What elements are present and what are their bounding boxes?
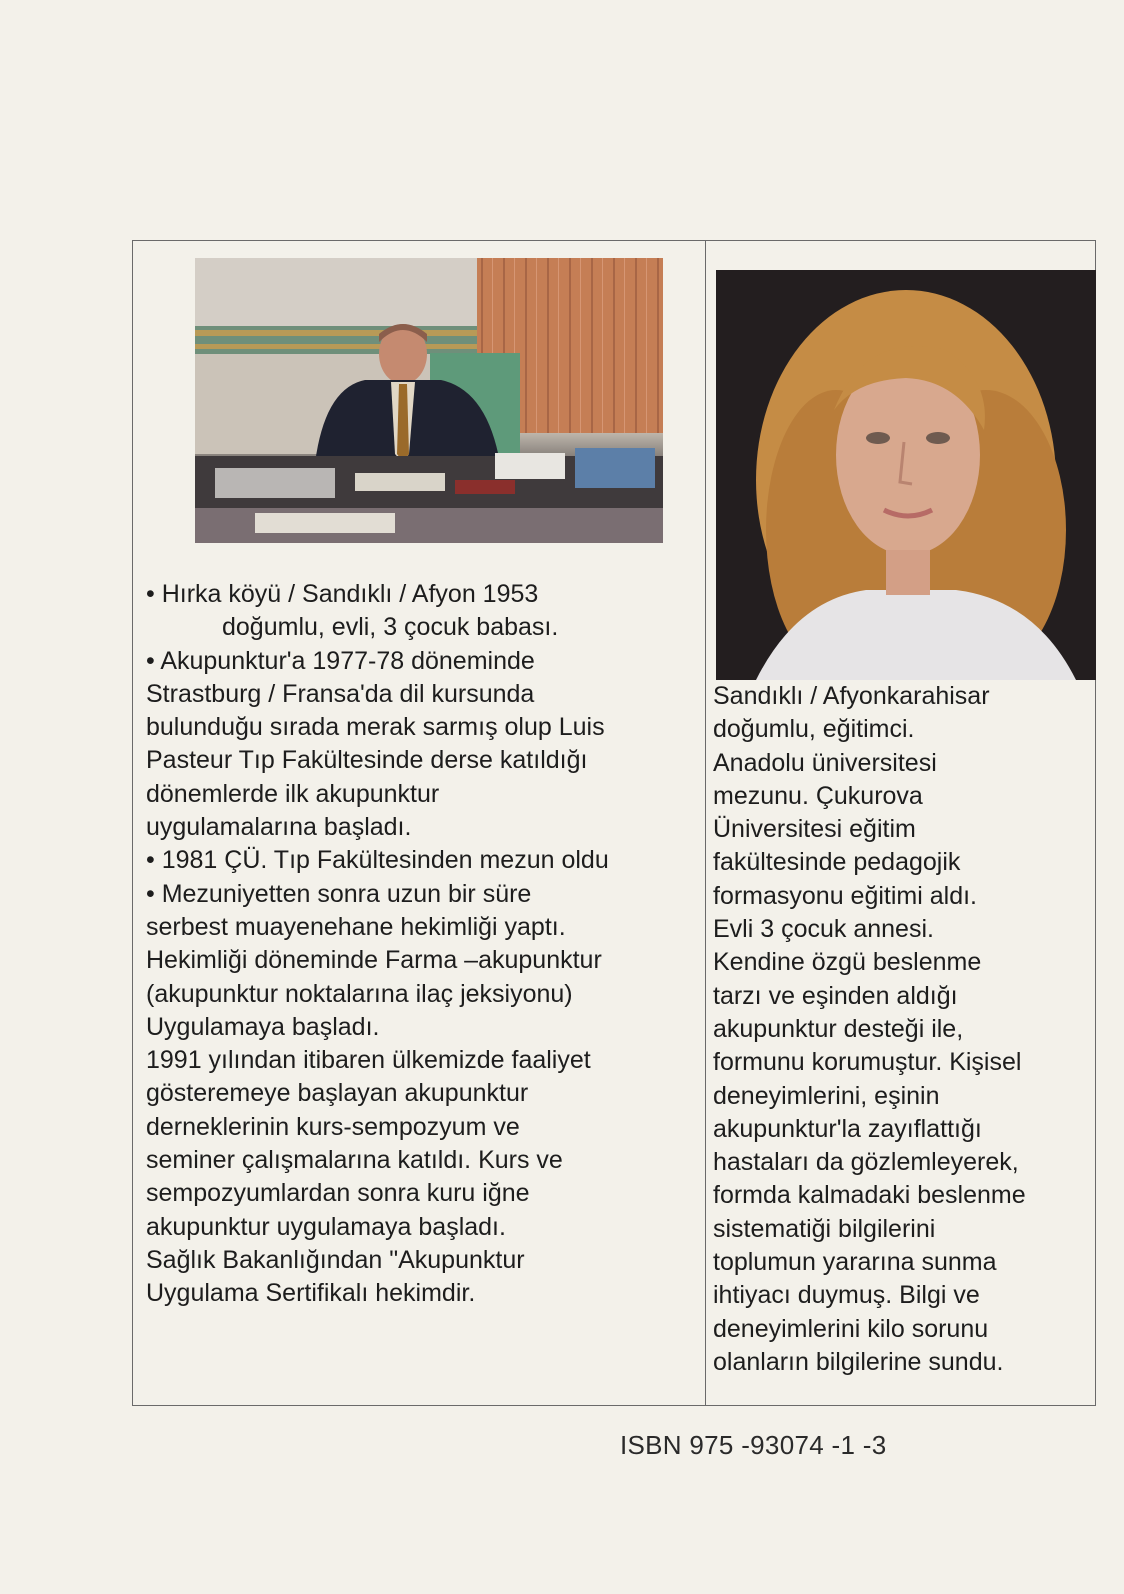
bio-line: Sandıklı / Afyonkarahisar [713, 682, 990, 710]
bio-line: Kendine özgü beslenme [713, 948, 982, 977]
bio-line: Strastburg / Fransa'da dil kursunda [146, 679, 535, 708]
bio-line: fakültesinde pedagojik [713, 848, 961, 877]
bio-line: seminer çalışmalarına katıldı. Kurs ve [146, 1146, 563, 1175]
bio-line: tarzı ve eşinden aldığı [713, 981, 958, 1010]
author-photo-man [195, 258, 663, 543]
bio-line: akupunktur desteği ile, [713, 1014, 964, 1043]
bio-line: Hekimliği döneminde Farma –akupunktur [146, 946, 602, 975]
bio-line: formasyonu eğitimi aldı. [713, 881, 978, 910]
bio-line: deneyimlerini kilo sorunu [713, 1314, 989, 1343]
bio-line: derneklerinin kurs-sempozyum ve [146, 1112, 520, 1141]
bio-line: Sağlık Bakanlığından "Akupunktur [146, 1245, 525, 1274]
bio-line: • Mezuniyetten sonra uzun bir süre [146, 879, 532, 908]
author-bio-woman [713, 680, 1085, 1379]
author-bio-man [146, 578, 696, 1311]
bio-line: bulunduğu sırada merak sarmış olup Luis [146, 713, 605, 742]
bio-line: Üniversitesi eğitim [713, 815, 916, 844]
office-scene-illustration [195, 258, 663, 543]
bio-line: hastaları da gözlemleyerek, [713, 1148, 1019, 1177]
bio-line: toplumun yararına sunma [713, 1248, 997, 1277]
bio-line: akupunktur uygulamaya başladı. [146, 1212, 506, 1241]
bio-line: • Akupunktur'a 1977-78 döneminde [146, 646, 535, 675]
bio-line: Pasteur Tıp Fakültesinde derse katıldığı [146, 746, 588, 775]
bio-line: formda kalmadaki beslenme [713, 1181, 1026, 1210]
bio-line: Anadolu üniversitesi [713, 748, 937, 777]
bio-line: • Hırka köyü / Sandıklı / Afyon 1953 [146, 580, 539, 608]
bio-line: doğumlu, evli, 3 çocuk babası. [222, 613, 559, 642]
bio-line: sempozyumlardan sonra kuru iğne [146, 1179, 530, 1208]
bio-line: serbest muayenehane hekimliği yaptı. [146, 912, 566, 941]
bio-line: mezunu. Çukurova [713, 781, 923, 810]
bio-line: olanların bilgilerine sundu. [713, 1347, 1004, 1376]
bio-line: • 1981 ÇÜ. Tıp Fakültesinden mezun oldu [146, 846, 609, 875]
bio-line: 1991 yılından itibaren ülkemizde faaliyet [146, 1046, 591, 1075]
bio-line: doğumlu, eğitimci. [713, 715, 915, 744]
bio-line: gösteremeye başlayan akupunktur [146, 1079, 529, 1108]
bio-line: (akupunktur noktalarına ilaç jeksiyonu) [146, 979, 573, 1008]
bio-line: deneyimlerini, eşinin [713, 1081, 940, 1110]
column-divider [705, 241, 706, 1405]
bio-line: dönemlerde ilk akupunktur [146, 779, 440, 808]
bio-line: Uygulamaya başladı. [146, 1012, 380, 1041]
isbn-number: ISBN 975 -93074 -1 -3 [620, 1430, 887, 1460]
bio-line: uygulamalarına başladı. [146, 813, 412, 842]
bio-line: formunu korumuştur. Kişisel [713, 1048, 1022, 1077]
author-photo-woman [716, 270, 1096, 680]
bio-line: ihtiyacı duymuş. Bilgi ve [713, 1281, 980, 1310]
portrait-illustration [716, 270, 1096, 680]
bio-line: Uygulama Sertifikalı hekimdir. [146, 1279, 476, 1308]
bio-line: akupunktur'la zayıflattığı [713, 1114, 982, 1143]
bio-line: Evli 3 çocuk annesi. [713, 915, 934, 944]
bio-line: sistematiği bilgilerini [713, 1214, 936, 1243]
